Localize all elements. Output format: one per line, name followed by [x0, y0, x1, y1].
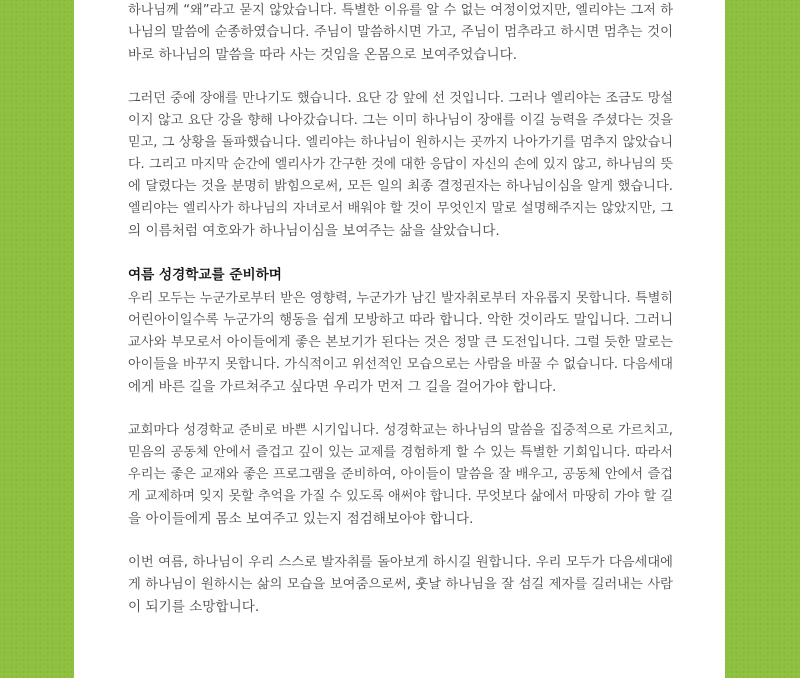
text-line: 어린아이일수록 누군가의 행동을 쉽게 모방하고 따라 합니다. 악한 것이라도 말입니다. 그러니 — [128, 313, 673, 328]
text-line: 바로 하나님의 말씀을 따라 사는 것임을 온몸으로 보여주었습니다. — [128, 47, 518, 63]
text-line: 이번 여름, 하나님이 우리 스스로 발자취를 돌아보게 하시길 원합니다. 우리 모두가 다음세대에 — [128, 555, 673, 570]
text-line: 을 아이들에게 몸소 보여주고 있는지 점검해보아야 합니다. — [128, 511, 474, 527]
text-line: 에게 바른 길을 가르쳐주고 싶다면 우리가 먼저 그 길을 걸어가야 합니다. — [128, 379, 557, 395]
text-line: 이지 않고 요단 강을 향해 나아갔습니다. 그는 이미 하나님이 장애를 이길 능력을 주셨다는 것을 — [128, 113, 673, 128]
text-line: 이 되기를 소망합니다. — [128, 599, 260, 615]
text-line: 에 달렸다는 것을 분명히 밝힘으로써, 모든 일의 최종 결정권자는 하나님이심을 알게 했습니다. — [128, 179, 673, 194]
text-line: 다. 그리고 마지막 순간에 엘리사가 간구한 것에 대한 응답이 자신의 손에 있지 않고, 하나님의 뜻 — [128, 157, 673, 172]
text-line: 하나님께 “왜”라고 묻지 않았습니다. 특별한 이유를 알 수 없는 여정이었지만, 엘리야는 그저 하 — [128, 3, 673, 18]
text-line: 교사와 부모로서 아이들에게 좋은 본보기가 된다는 것은 정말 큰 도전입니다. 그럴 듯한 말로는 — [128, 335, 673, 350]
text-line: 나님의 말씀에 순종하였습니다. 주님이 말씀하시면 가고, 주님이 멈추라고 하시면 멈추는 것이 — [128, 25, 673, 40]
text-line: 게 교제하며 잊지 못할 추억을 가질 수 있도록 애써야 합니다. 무엇보다 삶에서 마땅히 가야 할 길 — [128, 489, 673, 504]
text-line: 믿음의 공동체 안에서 즐겁고 깊이 있는 교제를 경험하게 할 수 있는 특별한 기회입니다. 따라서 — [128, 445, 673, 460]
article-paper — [74, 0, 725, 678]
text-line: 의 이름처럼 여호와가 하나님이심을 보여주는 삶을 살았습니다. — [128, 223, 500, 239]
paragraph-bible-school — [128, 420, 673, 530]
paragraph-summer-hope — [128, 552, 673, 618]
text-line: 엘리야는 엘리사가 하나님의 자녀로서 배워야 할 것이 무엇인지 말로 설명해주지는 않았지만, 그 — [128, 201, 673, 216]
paragraph-influence — [128, 288, 673, 398]
text-line: 우리 모두는 누군가로부터 받은 영향력, 누군가가 남긴 발자취로부터 자유롭지 못합니다. 특별히 — [128, 291, 673, 306]
text-line: 믿고, 그 상황을 돌파했습니다. 엘리야는 하나님이 원하시는 곳까지 나아가기를 멈추지 않았습니 — [128, 135, 673, 150]
text-line: 우리는 좋은 교재와 좋은 프로그램을 준비하여, 아이들이 말씀을 잘 배우고, 공동체 안에서 즐겁 — [128, 467, 673, 482]
text-line: 그러던 중에 장애를 만나기도 했습니다. 요단 강 앞에 선 것입니다. 그러나 엘리야는 조금도 망설 — [128, 91, 673, 106]
paragraph-jordan-river — [128, 88, 673, 242]
text-line: 게 하나님이 원하시는 삶의 모습을 보여줌으로써, 훗날 하나님을 잘 섬길 제자를 길러내는 사람 — [128, 577, 673, 592]
text-line: 아이들을 바꾸지 못합니다. 가식적이고 위선적인 모습으로는 사람을 바꿀 수 없습니다. 다음세대 — [128, 357, 673, 372]
section-heading: 여름 성경학교를 준비하며 — [128, 267, 282, 283]
paragraph-obedience — [128, 0, 673, 66]
text-line: 교회마다 성경학교 준비로 바쁜 시기입니다. 성경학교는 하나님의 말씀을 집중적으로 가르치고, — [128, 423, 673, 438]
